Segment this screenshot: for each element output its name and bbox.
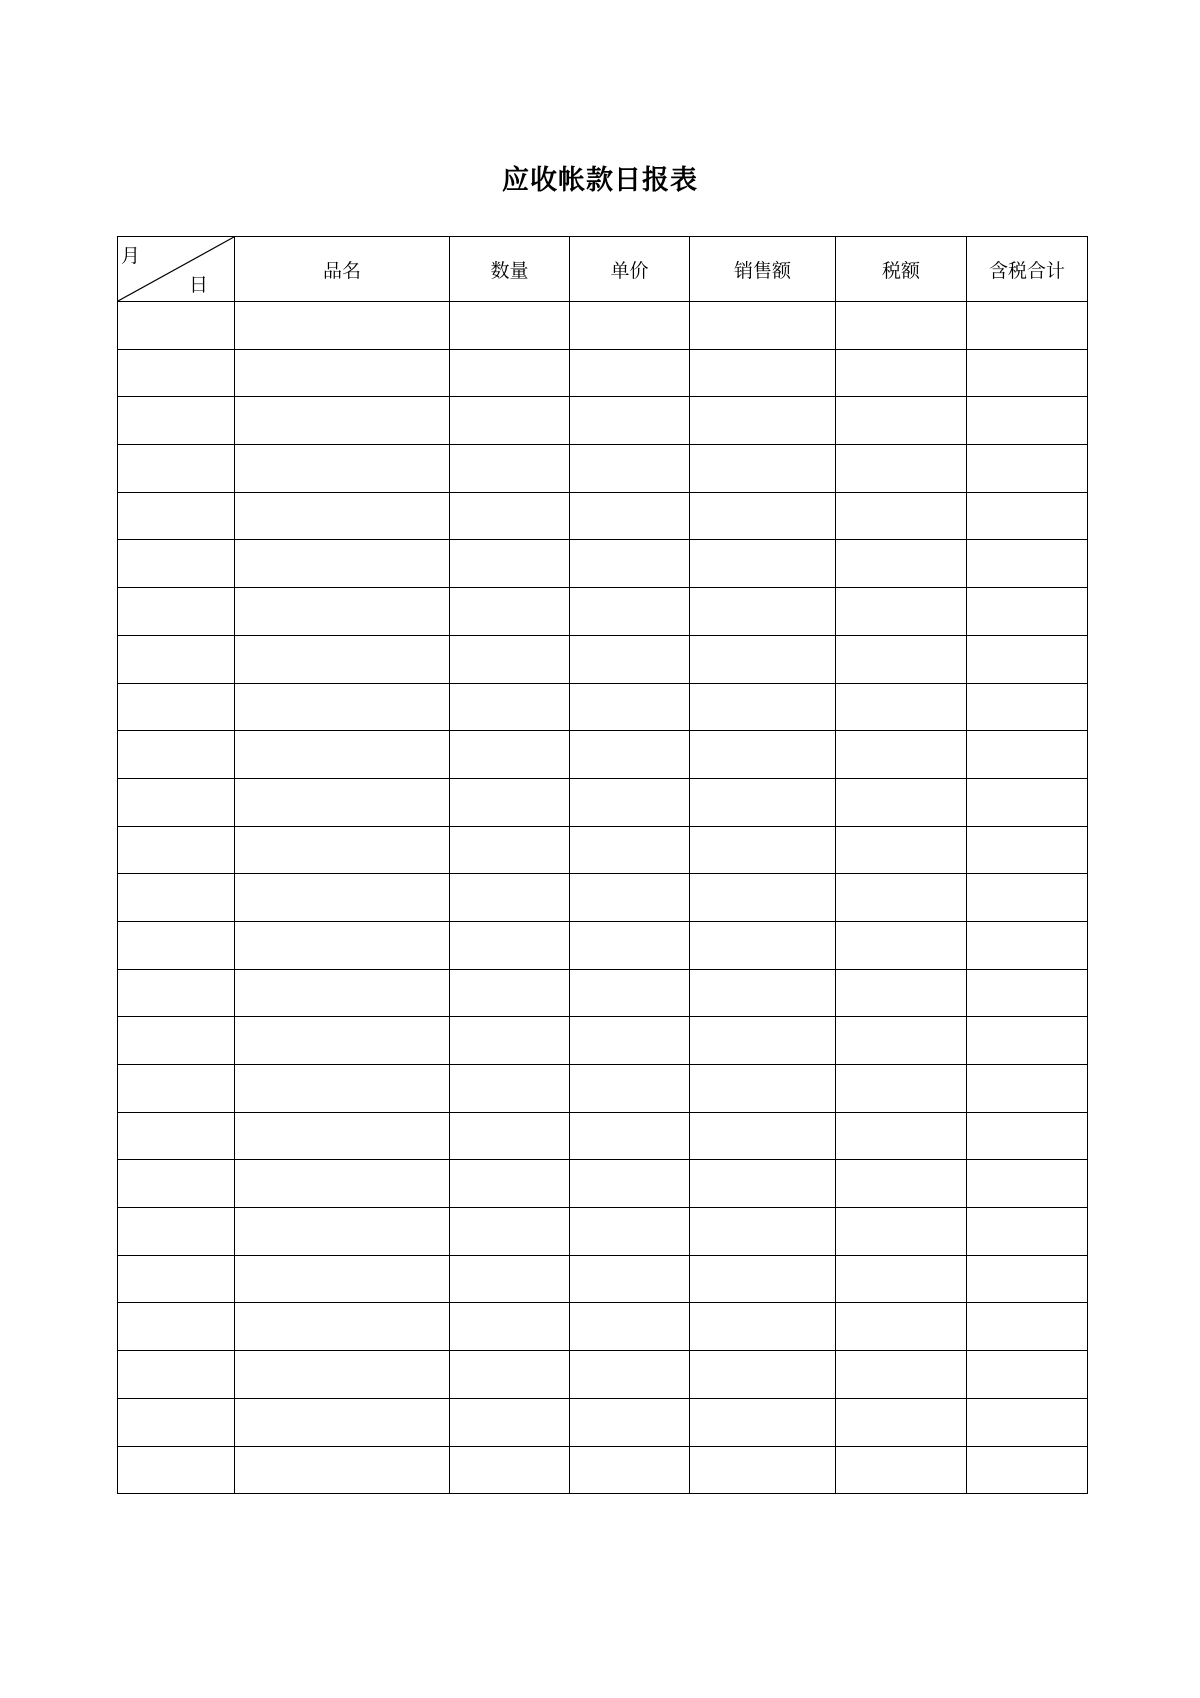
product-cell — [235, 540, 450, 588]
quantity-cell — [450, 921, 570, 969]
sales-amount-cell — [690, 1017, 836, 1065]
unit-price-cell — [570, 683, 690, 731]
total-cell — [967, 1398, 1088, 1446]
unit-price-cell — [570, 1017, 690, 1065]
date-cell — [118, 1398, 235, 1446]
tax-amount-cell — [836, 1303, 967, 1351]
tax-amount-cell — [836, 826, 967, 874]
unit-price-cell — [570, 1065, 690, 1113]
date-cell — [118, 349, 235, 397]
quantity-cell — [450, 1398, 570, 1446]
unit-price-cell — [570, 1446, 690, 1494]
unit-price-cell — [570, 540, 690, 588]
date-cell — [118, 1255, 235, 1303]
tax-amount-cell — [836, 874, 967, 922]
date-cell — [118, 1208, 235, 1256]
product-cell — [235, 397, 450, 445]
product-cell — [235, 1446, 450, 1494]
table-row — [118, 683, 1088, 731]
table-row — [118, 445, 1088, 493]
tax-amount-cell — [836, 540, 967, 588]
unit-price-cell — [570, 969, 690, 1017]
table-row — [118, 302, 1088, 350]
unit-price-cell — [570, 1112, 690, 1160]
quantity-cell — [450, 874, 570, 922]
receivables-table — [117, 236, 1088, 1494]
date-cell — [118, 540, 235, 588]
unit-price-cell — [570, 397, 690, 445]
quantity-cell — [450, 683, 570, 731]
sales-amount-cell — [690, 349, 836, 397]
total-cell — [967, 1112, 1088, 1160]
tax-amount-cell — [836, 1160, 967, 1208]
sales-amount-cell — [690, 492, 836, 540]
tax-amount-cell — [836, 635, 967, 683]
product-cell — [235, 1255, 450, 1303]
sales-amount-cell — [690, 778, 836, 826]
sales-amount-cell — [690, 540, 836, 588]
month-label: 月 — [121, 245, 141, 267]
sales-amount-cell — [690, 1112, 836, 1160]
tax-amount-cell — [836, 1446, 967, 1494]
product-cell — [235, 1398, 450, 1446]
total-cell — [967, 1303, 1088, 1351]
tax-amount-cell — [836, 1351, 967, 1399]
total-cell — [967, 1065, 1088, 1113]
total-cell — [967, 445, 1088, 493]
column-header-quantity: 数量 — [450, 237, 570, 302]
unit-price-cell — [570, 1351, 690, 1399]
tax-amount-cell — [836, 1112, 967, 1160]
table-row — [118, 1208, 1088, 1256]
product-cell — [235, 1112, 450, 1160]
product-cell — [235, 492, 450, 540]
total-cell — [967, 540, 1088, 588]
header-row — [118, 237, 1088, 302]
total-cell — [967, 969, 1088, 1017]
sales-amount-cell — [690, 921, 836, 969]
column-header-tax-amount: 税额 — [836, 237, 967, 302]
unit-price-cell — [570, 874, 690, 922]
tax-amount-cell — [836, 1065, 967, 1113]
unit-price-cell — [570, 731, 690, 779]
total-cell — [967, 874, 1088, 922]
date-cell — [118, 635, 235, 683]
unit-price-cell — [570, 921, 690, 969]
sales-amount-cell — [690, 1160, 836, 1208]
sales-amount-cell — [690, 683, 836, 731]
table-row — [118, 826, 1088, 874]
table-row — [118, 635, 1088, 683]
sales-amount-cell — [690, 588, 836, 636]
product-cell — [235, 874, 450, 922]
date-cell — [118, 778, 235, 826]
total-cell — [967, 302, 1088, 350]
sales-amount-cell — [690, 1398, 836, 1446]
tax-amount-cell — [836, 1017, 967, 1065]
product-cell — [235, 921, 450, 969]
day-label: 日 — [188, 274, 208, 296]
date-corner-header — [118, 237, 235, 302]
quantity-cell — [450, 778, 570, 826]
total-cell — [967, 635, 1088, 683]
tax-amount-cell — [836, 731, 967, 779]
quantity-cell — [450, 826, 570, 874]
quantity-cell — [450, 1303, 570, 1351]
sales-amount-cell — [690, 1255, 836, 1303]
unit-price-cell — [570, 1160, 690, 1208]
unit-price-cell — [570, 635, 690, 683]
unit-price-cell — [570, 1398, 690, 1446]
date-cell — [118, 1112, 235, 1160]
quantity-cell — [450, 1446, 570, 1494]
total-cell — [967, 826, 1088, 874]
total-cell — [967, 683, 1088, 731]
tax-amount-cell — [836, 349, 967, 397]
date-cell — [118, 731, 235, 779]
table-row — [118, 1351, 1088, 1399]
date-cell — [118, 492, 235, 540]
table-row — [118, 1112, 1088, 1160]
tax-amount-cell — [836, 1208, 967, 1256]
table-row — [118, 540, 1088, 588]
total-cell — [967, 492, 1088, 540]
table-row — [118, 1303, 1088, 1351]
tax-amount-cell — [836, 683, 967, 731]
product-cell — [235, 445, 450, 493]
quantity-cell — [450, 969, 570, 1017]
column-header-sales-amount: 销售额 — [690, 237, 836, 302]
date-cell — [118, 969, 235, 1017]
unit-price-cell — [570, 492, 690, 540]
date-cell — [118, 826, 235, 874]
quantity-cell — [450, 1208, 570, 1256]
product-cell — [235, 588, 450, 636]
product-cell — [235, 349, 450, 397]
sales-amount-cell — [690, 1351, 836, 1399]
quantity-cell — [450, 731, 570, 779]
sales-amount-cell — [690, 969, 836, 1017]
table-row — [118, 921, 1088, 969]
quantity-cell — [450, 1065, 570, 1113]
sales-amount-cell — [690, 445, 836, 493]
date-cell — [118, 445, 235, 493]
date-cell — [118, 1303, 235, 1351]
sales-amount-cell — [690, 826, 836, 874]
table-row — [118, 349, 1088, 397]
total-cell — [967, 1208, 1088, 1256]
column-header-product: 品名 — [235, 237, 450, 302]
total-cell — [967, 349, 1088, 397]
table-row — [118, 397, 1088, 445]
table-row — [118, 874, 1088, 922]
table-row — [118, 1017, 1088, 1065]
date-cell — [118, 1160, 235, 1208]
table-row — [118, 1065, 1088, 1113]
product-cell — [235, 1351, 450, 1399]
product-cell — [235, 969, 450, 1017]
product-cell — [235, 1160, 450, 1208]
unit-price-cell — [570, 445, 690, 493]
tax-amount-cell — [836, 969, 967, 1017]
table-row — [118, 1255, 1088, 1303]
product-cell — [235, 683, 450, 731]
product-cell — [235, 302, 450, 350]
total-cell — [967, 588, 1088, 636]
date-cell — [118, 874, 235, 922]
unit-price-cell — [570, 588, 690, 636]
unit-price-cell — [570, 778, 690, 826]
quantity-cell — [450, 397, 570, 445]
table-row — [118, 492, 1088, 540]
unit-price-cell — [570, 1303, 690, 1351]
product-cell — [235, 1303, 450, 1351]
product-cell — [235, 826, 450, 874]
table-body — [118, 302, 1088, 1494]
tax-amount-cell — [836, 1255, 967, 1303]
table-row — [118, 969, 1088, 1017]
quantity-cell — [450, 1255, 570, 1303]
quantity-cell — [450, 1017, 570, 1065]
unit-price-cell — [570, 302, 690, 350]
table-row — [118, 778, 1088, 826]
quantity-cell — [450, 492, 570, 540]
sales-amount-cell — [690, 635, 836, 683]
total-cell — [967, 1351, 1088, 1399]
sales-amount-cell — [690, 1065, 836, 1113]
tax-amount-cell — [836, 445, 967, 493]
product-cell — [235, 731, 450, 779]
date-cell — [118, 588, 235, 636]
product-cell — [235, 635, 450, 683]
tax-amount-cell — [836, 921, 967, 969]
product-cell — [235, 1065, 450, 1113]
total-cell — [967, 1160, 1088, 1208]
table-row — [118, 1160, 1088, 1208]
total-cell — [967, 731, 1088, 779]
product-cell — [235, 1208, 450, 1256]
quantity-cell — [450, 588, 570, 636]
sales-amount-cell — [690, 1303, 836, 1351]
unit-price-cell — [570, 1208, 690, 1256]
tax-amount-cell — [836, 302, 967, 350]
unit-price-cell — [570, 1255, 690, 1303]
tax-amount-cell — [836, 1398, 967, 1446]
date-cell — [118, 683, 235, 731]
table-row — [118, 731, 1088, 779]
sales-amount-cell — [690, 731, 836, 779]
total-cell — [967, 1446, 1088, 1494]
sales-amount-cell — [690, 1446, 836, 1494]
sales-amount-cell — [690, 874, 836, 922]
sales-amount-cell — [690, 1208, 836, 1256]
tax-amount-cell — [836, 397, 967, 445]
unit-price-cell — [570, 349, 690, 397]
tax-amount-cell — [836, 588, 967, 636]
quantity-cell — [450, 1112, 570, 1160]
table-row — [118, 1446, 1088, 1494]
date-cell — [118, 1065, 235, 1113]
table-row — [118, 588, 1088, 636]
total-cell — [967, 778, 1088, 826]
sales-amount-cell — [690, 302, 836, 350]
unit-price-cell — [570, 826, 690, 874]
product-cell — [235, 1017, 450, 1065]
quantity-cell — [450, 349, 570, 397]
total-cell — [967, 1255, 1088, 1303]
quantity-cell — [450, 1160, 570, 1208]
date-cell — [118, 1017, 235, 1065]
tax-amount-cell — [836, 778, 967, 826]
page-title: 应收帐款日报表 — [502, 165, 698, 196]
date-cell — [118, 1351, 235, 1399]
date-cell — [118, 921, 235, 969]
date-cell — [118, 397, 235, 445]
quantity-cell — [450, 540, 570, 588]
total-cell — [967, 1017, 1088, 1065]
quantity-cell — [450, 1351, 570, 1399]
quantity-cell — [450, 302, 570, 350]
total-cell — [967, 921, 1088, 969]
quantity-cell — [450, 635, 570, 683]
date-cell — [118, 302, 235, 350]
quantity-cell — [450, 445, 570, 493]
date-cell — [118, 1446, 235, 1494]
tax-amount-cell — [836, 492, 967, 540]
sales-amount-cell — [690, 397, 836, 445]
total-cell — [967, 397, 1088, 445]
column-header-total-incl-tax: 含税合计 — [967, 237, 1088, 302]
product-cell — [235, 778, 450, 826]
column-header-unit-price: 单价 — [570, 237, 690, 302]
table-row — [118, 1398, 1088, 1446]
